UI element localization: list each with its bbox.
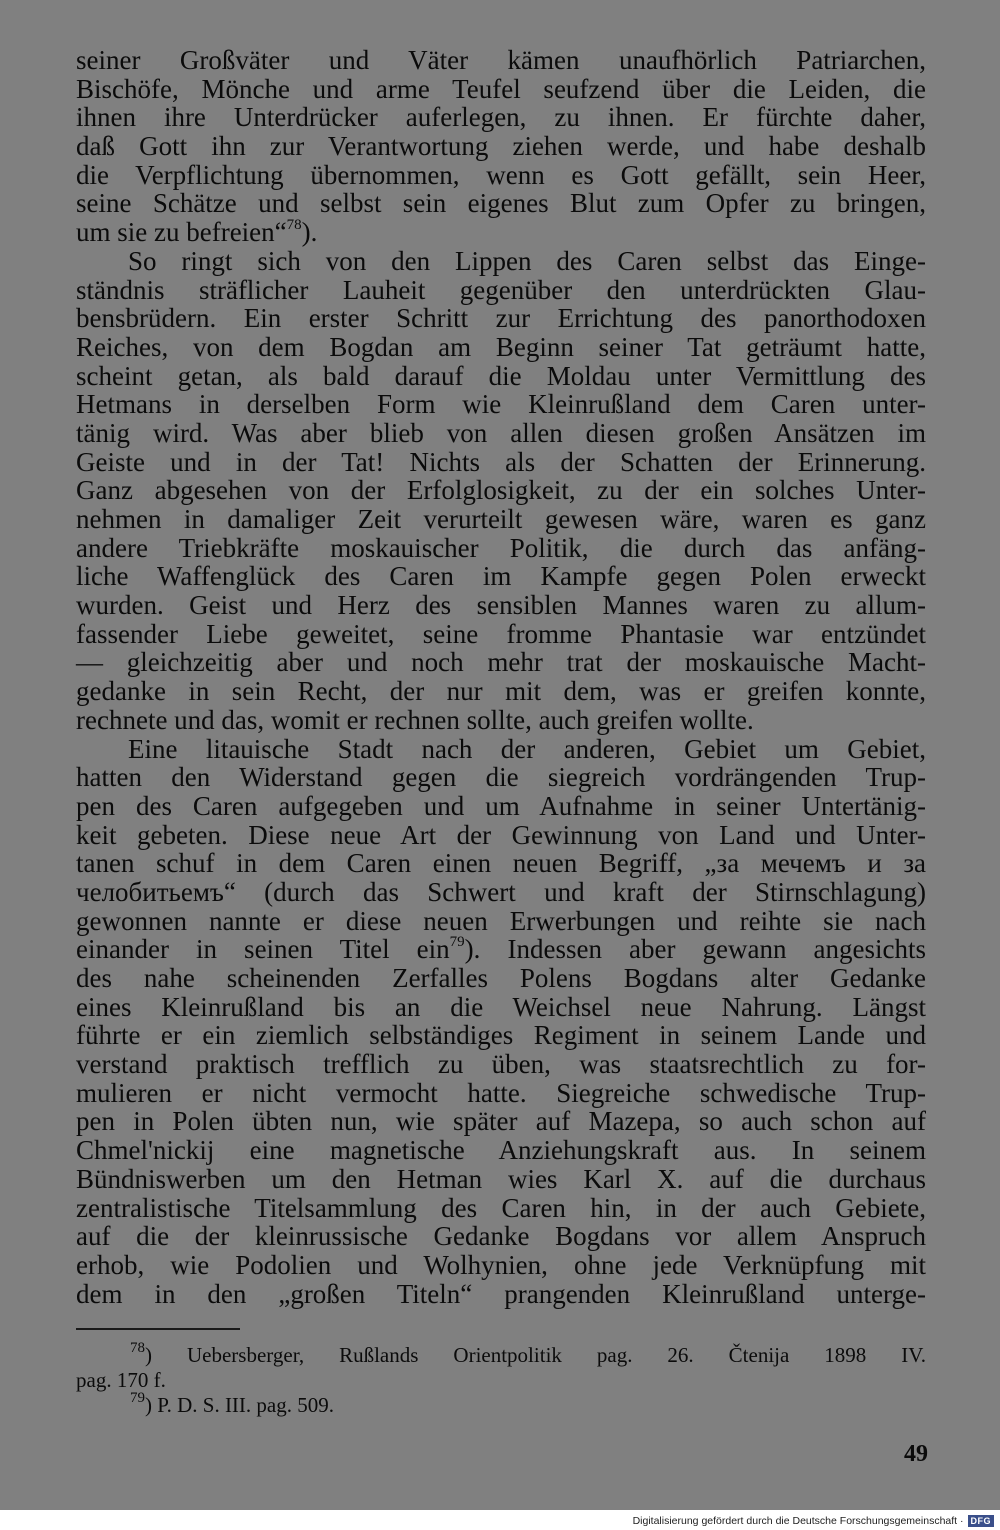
text-line (76, 362, 926, 391)
text-line (76, 333, 926, 362)
text-line-content: seiner Großväter und Väter kämen unaufhörlich Patriarchen, (76, 45, 926, 75)
text-line (76, 1165, 926, 1194)
text-line (76, 964, 926, 993)
text-line-content: erhob, wie Podolien und Wolhynien, ohne jede Verknüpfung mit (76, 1249, 926, 1280)
dfg-credit (633, 1514, 994, 1528)
text-line (76, 1251, 926, 1280)
text-line (76, 1194, 926, 1223)
text-line-content: fassender Liebe geweitet, seine fromme Phantasie war entzündet (76, 618, 926, 649)
text-line-content: verstand praktisch trefflich zu üben, was staatsrechtlich zu for- (76, 1049, 926, 1080)
text-line-content: die Verpflichtung übernommen, wenn es Gott gefällt, sein Heer, (76, 159, 926, 190)
text-line (76, 505, 926, 534)
text-line (76, 103, 926, 132)
footnote-text: ) Uebersberger, Rußlands Orientpolitik pag. 26. Čtenija 1898 IV. (145, 1343, 926, 1367)
text-line (76, 562, 926, 591)
text-line (76, 247, 926, 276)
text-line (76, 706, 926, 735)
text-line-content: Ganz abgesehen von der Erfolglosigkeit, zu der ein solches Unter- (76, 475, 926, 506)
text-line-content: andere Triebkräfte moskauischer Politik, die durch das anfäng- (76, 532, 926, 563)
text-line (76, 1050, 926, 1079)
footnote-marker: 78 (130, 1340, 145, 1356)
footnote-reference: 78 (286, 217, 302, 234)
text-line (76, 75, 926, 104)
text-line (76, 476, 926, 505)
text-line-content: des nahe scheinenden Zerfalles Polens Bogdans alter Gedanke (76, 963, 926, 993)
text-line-content: челобитьемъ“ (durch das Schwert und kraft der Stirnschlagung) (76, 876, 926, 907)
text-line-content: So ringt sich von den Lippen des Caren selbst das Einge- (128, 245, 926, 276)
footnote-line (76, 1340, 926, 1368)
footnote-text: pag. 170 f. (76, 1368, 166, 1392)
text-line (76, 1280, 926, 1309)
text-line (76, 878, 926, 907)
text-line-content: pen des Caren aufgegeben und um Aufnahme in seiner Untertänig- (76, 790, 926, 821)
text-line-content: Bündniswerben um den Hetman wies Karl X. auf die durchaus (76, 1163, 926, 1194)
text-line-content: Chmel'nickij eine magnetische Anziehungskraft aus. In seinem (76, 1135, 926, 1166)
text-line (76, 935, 926, 964)
text-line (76, 161, 926, 190)
text-line (76, 1222, 926, 1251)
text-line (76, 735, 926, 764)
footnote-line (76, 1368, 926, 1393)
footnote-separator (76, 1328, 240, 1330)
text-line-content: ständnis sträflicher Lauheit gegenüber den unterdrückten Glau- (76, 274, 926, 305)
text-line (76, 132, 926, 161)
text-line (76, 1136, 926, 1165)
text-line-content: wurden. Geist und Herz des sensiblen Mannes waren zu allum- (76, 590, 926, 621)
text-line-content: ihnen ihre Unterdrücker auferlegen, zu ihnen. Er fürchte daher, (76, 102, 926, 133)
text-line-content: führte er ein ziemlich selbständiges Regiment in seinem Lande und (76, 1020, 926, 1051)
text-line-content: scheint getan, als bald darauf die Moldau unter Vermittlung des (76, 360, 926, 391)
text-line-content: tänig wird. Was aber blieb von allen diesen großen Ansätzen im (76, 417, 926, 448)
text-line-content: eines Kleinrußland bis an die Weichsel neue Nahrung. Längst (76, 991, 926, 1022)
text-line (76, 189, 926, 218)
text-line-content: ). Indessen aber gewann angesichts (464, 934, 926, 965)
text-line (76, 276, 926, 305)
text-line-content: seine Schätze und selbst sein eigenes Blut zum Opfer zu bringen, (76, 188, 926, 219)
text-line (76, 218, 926, 247)
footnote-marker: 79 (130, 1390, 145, 1406)
text-line-content: — gleichzeitig aber und noch mehr trat der moskauische Macht- (76, 647, 926, 678)
text-line (76, 648, 926, 677)
text-line (76, 993, 926, 1022)
text-line (76, 46, 926, 75)
text-line (76, 763, 926, 792)
text-line-content: mulieren er nicht vermocht hatte. Siegreiche schwedische Trup- (76, 1077, 926, 1108)
text-line-content: hatten den Widerstand gegen die siegreich vordrängenden Trup- (76, 762, 926, 793)
page-number: 49 (904, 1441, 928, 1467)
text-line-content: Reiches, von dem Bogdan am Beginn seiner Tat geträumt hatte, (76, 331, 926, 362)
text-line-content: um sie zu befreien“ (76, 217, 287, 248)
dfg-logo: DFG (968, 1515, 995, 1527)
text-line-content: keit gebeten. Diese neue Art der Gewinnung von Land und Unter- (76, 819, 926, 850)
text-line (76, 677, 926, 706)
text-line (76, 1079, 926, 1108)
text-line (76, 792, 926, 821)
body-text (76, 46, 926, 1308)
text-line (76, 620, 926, 649)
text-line-content: pen in Polen übten nun, wie später auf Mazepa, so auch schon auf (76, 1106, 926, 1137)
text-line-content: rechnete und das, womit er rechnen sollte, auch greifen wollte. (76, 704, 754, 735)
text-line-content: Geiste und in der Tat! Nichts als der Schatten der Erinnerung. (76, 446, 926, 477)
text-line-content: ). (301, 217, 318, 248)
text-line (76, 1021, 926, 1050)
text-line (76, 591, 926, 620)
text-line (76, 419, 926, 448)
text-line (76, 304, 926, 333)
footnote-reference: 79 (449, 934, 465, 951)
text-line (76, 448, 926, 477)
text-line (76, 849, 926, 878)
text-line-content: einander in seinen Titel ein (76, 934, 450, 965)
text-line-content: Eine litauische Stadt nach der anderen, Gebiet um Gebiet, (128, 733, 926, 764)
text-line (76, 821, 926, 850)
text-line (76, 390, 926, 419)
text-line-content: dem in den „großen Titeln“ prangenden Kleinrußland unterge- (76, 1278, 926, 1309)
footnotes (76, 1340, 926, 1418)
text-line-content: liche Waffenglück des Caren im Kampfe gegen Polen erweckt (76, 561, 926, 592)
text-line-content: gewonnen nannte er diese neuen Erwerbungen und reihte sie nach (76, 905, 926, 936)
text-line-content: auf die der kleinrussische Gedanke Bogdans vor allem Anspruch (76, 1221, 926, 1252)
text-line-content: Bischöfe, Mönche und arme Teufel seufzend über die Leiden, die (76, 73, 926, 104)
text-line-content: zentralistische Titelsammlung des Caren hin, in der auch Gebiete, (76, 1192, 926, 1223)
footnote-text: ) P. D. S. III. pag. 509. (145, 1393, 334, 1417)
text-line-content: Hetmans in derselben Form wie Kleinrußland dem Caren unter- (76, 389, 926, 420)
footnote-line (76, 1390, 926, 1418)
text-line-content: daß Gott ihn zur Verantwortung ziehen werde, und habe deshalb (76, 131, 926, 162)
text-line (76, 534, 926, 563)
text-line-content: tanen schuf in dem Caren einen neuen Begriff, „за мечемъ и за (76, 848, 926, 879)
text-line-content: nehmen in damaliger Zeit verurteilt gewesen wäre, waren es ganz (76, 504, 926, 534)
text-line-content: bensbrüdern. Ein erster Schritt zur Errichtung des panorthodoxen (76, 303, 926, 334)
dfg-credit-text: Digitalisierung gefördert durch die Deutsche Forschungsgemeinschaft · (632, 1515, 964, 1527)
text-line-content: gedanke in sein Recht, der nur mit dem, was er greifen konnte, (76, 676, 926, 707)
text-line (76, 1107, 926, 1136)
text-line (76, 907, 926, 936)
